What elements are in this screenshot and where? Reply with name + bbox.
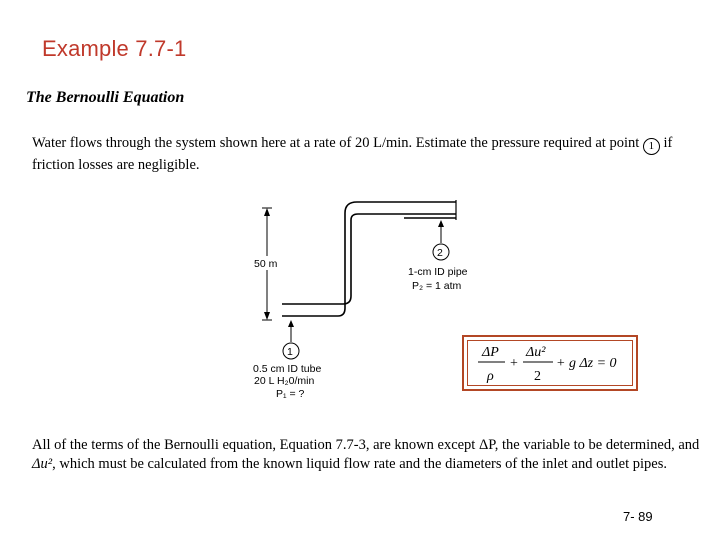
- section-heading: The Bernoulli Equation: [26, 89, 185, 106]
- eq-dp: ΔP: [482, 345, 499, 360]
- p2-label: P₂ = 1 atm: [412, 280, 462, 292]
- explanation-du2: Δu²: [32, 456, 53, 472]
- outlet-pipe-label: 1-cm ID pipe: [408, 266, 468, 278]
- eq-rest: + g Δz = 0: [556, 356, 617, 371]
- point-1-marker: 1: [287, 346, 293, 358]
- eq-rho: ρ: [487, 369, 494, 384]
- eq-two: 2: [534, 369, 541, 384]
- page-number: 7- 89: [623, 509, 653, 524]
- inlet-tube-label: 0.5 cm ID tube: [253, 363, 322, 375]
- problem-text-part2: if friction losses are negligible.: [32, 135, 673, 173]
- eq-du2: Δu²: [526, 345, 546, 360]
- explanation-part2: , which must be calculated from the known liquid flow rate and the diameters of the inlet and outlet pipes.: [52, 456, 667, 472]
- equation-box: [462, 335, 638, 391]
- slide-title: Example 7.7-1: [42, 36, 187, 61]
- explanation-paragraph: [32, 436, 702, 474]
- pipe-outer-wall: [282, 202, 456, 316]
- point-2-marker: 2: [437, 247, 443, 259]
- height-label: 50 m: [254, 258, 278, 270]
- p1-label: P₁ = ?: [276, 388, 305, 400]
- equation-box-inner: [467, 340, 633, 386]
- flow-label: 20 L H₂0/min: [254, 375, 315, 387]
- point-1-marker: 1: [643, 138, 660, 155]
- problem-text-part1: Water flows through the system shown here at a rate of 20 L/min. Estimate the pressure required at point: [32, 135, 640, 151]
- explanation-part1: All of the terms of the Bernoulli equation, Equation 7.7-3, are known except ΔP, the variable to be determined, and: [32, 437, 700, 453]
- eq-plus: +: [510, 356, 518, 371]
